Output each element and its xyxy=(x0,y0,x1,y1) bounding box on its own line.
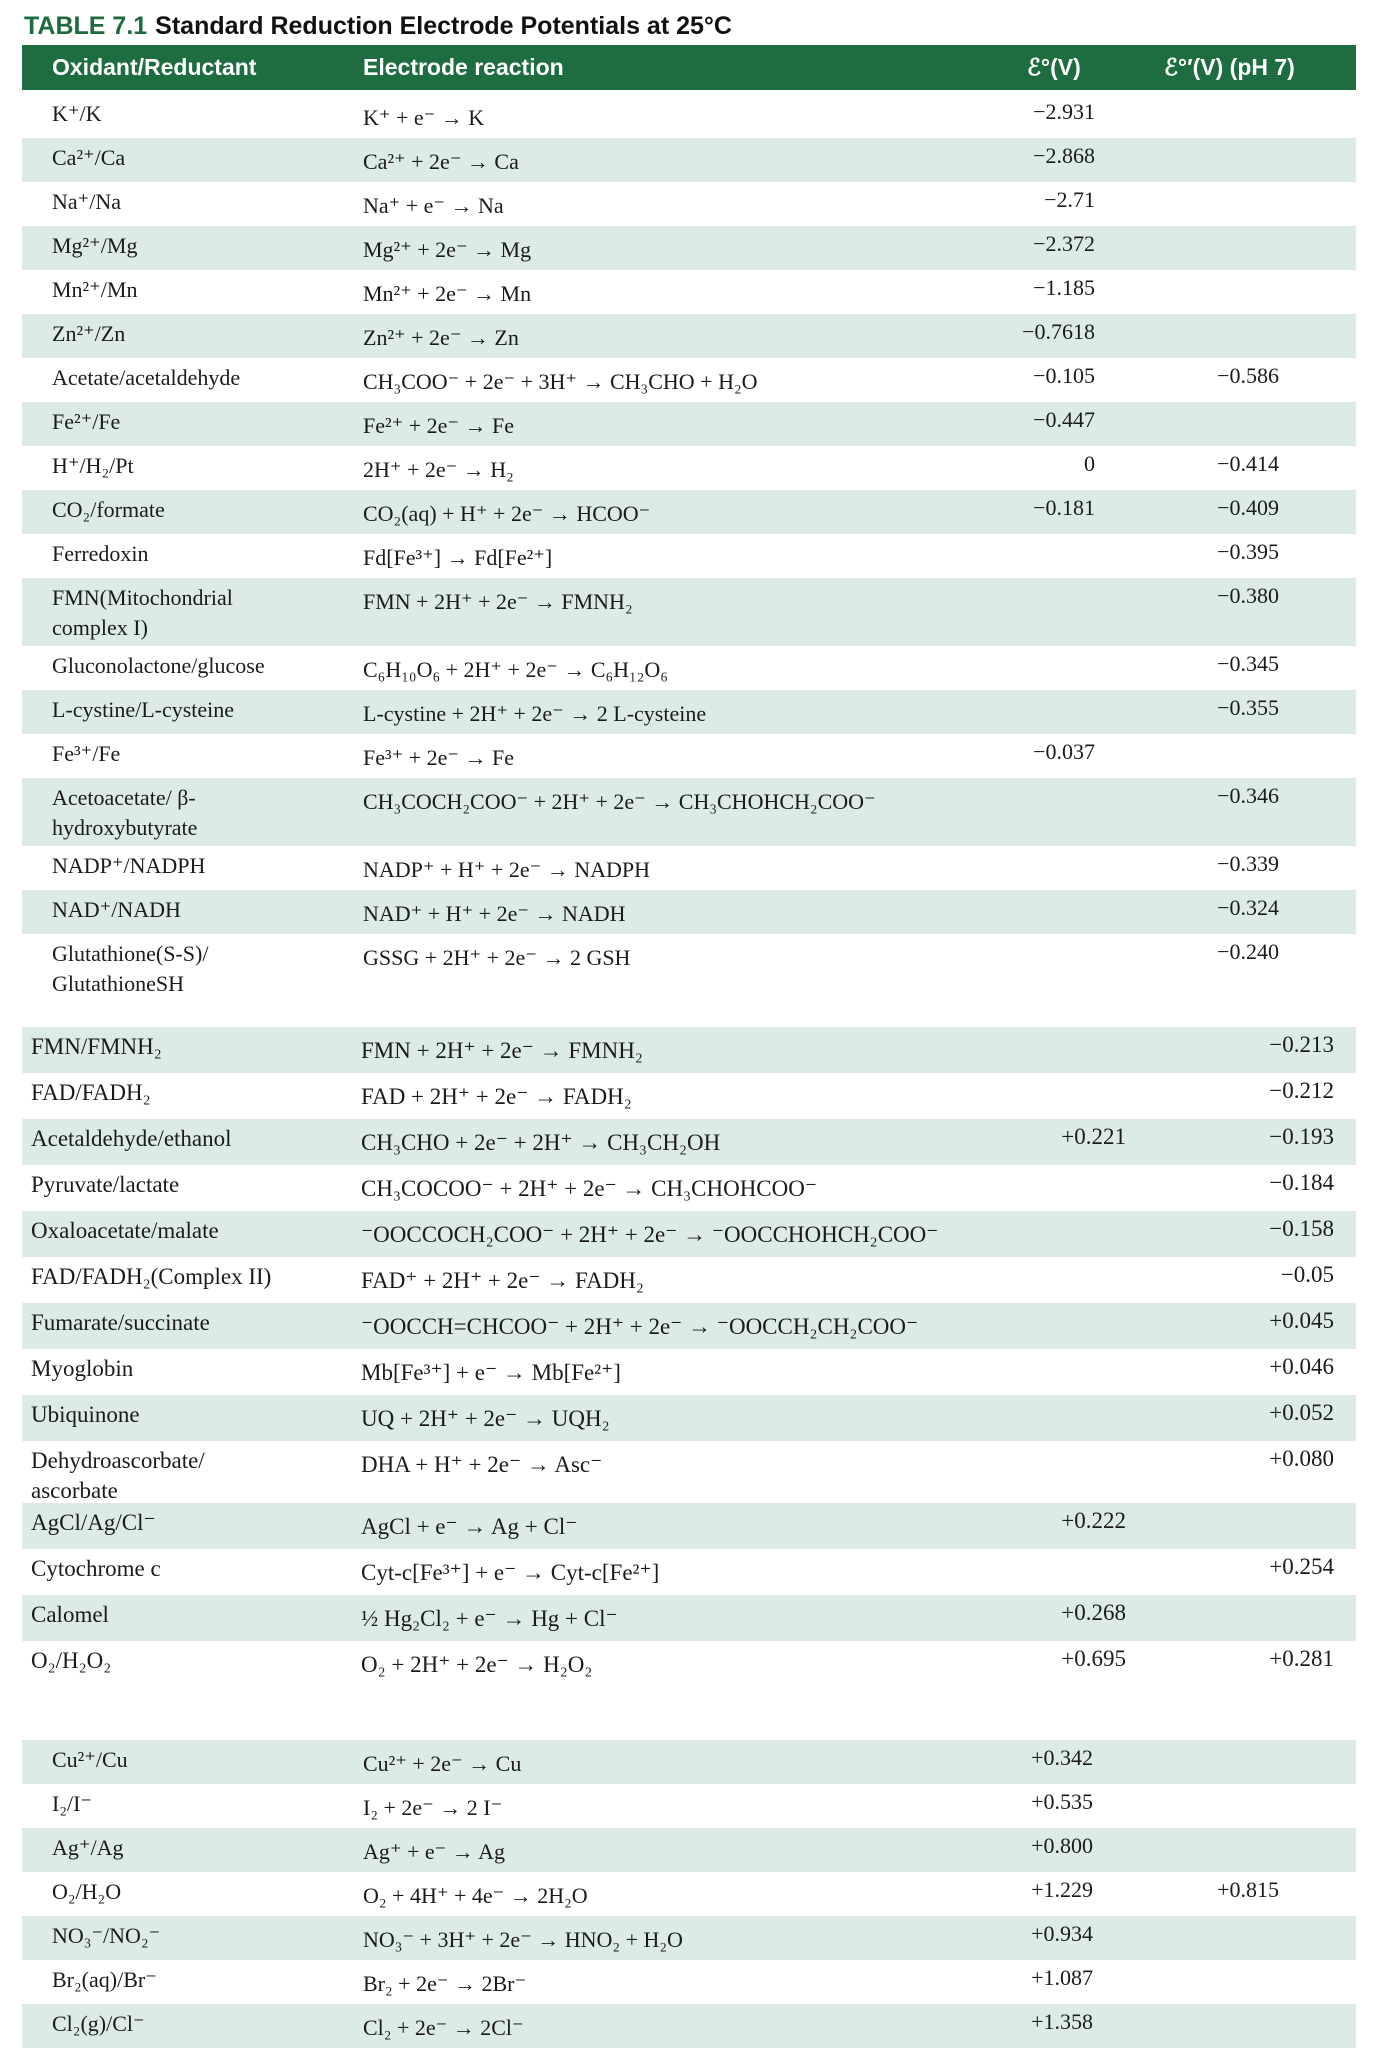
oxidant-cell: NO₃⁻/NO₂⁻ xyxy=(52,1923,161,1948)
oxidant-cell: Acetoacetate/ β-hydroxybutyrate xyxy=(52,785,198,840)
table-row xyxy=(22,1303,1356,1349)
standard-potential-cell: +0.800 xyxy=(1031,1833,1093,1858)
oxidant-cell: Acetaldehyde/ethanol xyxy=(31,1126,232,1151)
oxidant-cell: Acetate/acetaldehyde xyxy=(52,365,241,390)
standard-potential-cell: +1.087 xyxy=(1031,1965,1093,1990)
oxidant-cell: Gluconolactone/glucose xyxy=(52,653,265,678)
ph7-potential-cell: −0.586 xyxy=(1217,363,1279,388)
ph7-potential-cell: +0.045 xyxy=(1269,1308,1334,1333)
header-oxidant-reductant: Oxidant/Reductant xyxy=(52,54,257,80)
standard-potential-cell: −2.372 xyxy=(1033,231,1095,256)
oxidant-cell: Na⁺/Na xyxy=(52,189,122,214)
reaction-cell: CH₃COCOO⁻ + 2H⁺ + 2e⁻ → CH₃CHOHCOO⁻ xyxy=(361,1176,818,1201)
ph7-potential-cell: +0.046 xyxy=(1269,1354,1334,1379)
reaction-cell: Cyt-c[Fe³⁺] + e⁻ → Cyt-c[Fe²⁺] xyxy=(361,1560,660,1585)
standard-potential-cell: +1.358 xyxy=(1031,2009,1093,2034)
standard-potential-cell: +0.934 xyxy=(1031,1921,1093,1946)
standard-potential-cell: +1.229 xyxy=(1031,1877,1093,1902)
reaction-cell: CO₂(aq) + H⁺ + 2e⁻ → HCOO⁻ xyxy=(363,501,651,526)
oxidant-cell: Mn²⁺/Mn xyxy=(52,277,138,302)
table-row xyxy=(22,1119,1356,1165)
oxidant-cell: Myoglobin xyxy=(31,1356,134,1381)
table-section-2 xyxy=(22,1027,1356,1687)
table-row xyxy=(22,1784,1356,1828)
ph7-potential-cell: −0.213 xyxy=(1269,1032,1334,1057)
header-potential-ph7: ℰ°′(V) (pH 7) xyxy=(1164,54,1295,80)
oxidant-cell: Cu²⁺/Cu xyxy=(52,1747,128,1772)
oxidant-cell: L-cystine/L-cysteine xyxy=(52,697,235,722)
reaction-cell: O₂ + 4H⁺ + 4e⁻ → 2H₂O xyxy=(363,1883,588,1908)
oxidant-cell: K⁺/K xyxy=(52,101,102,126)
reaction-cell: Fd[Fe³⁺] → Fd[Fe²⁺] xyxy=(363,545,553,570)
table-row xyxy=(22,1503,1356,1549)
standard-potential-cell: −2.868 xyxy=(1033,143,1095,168)
oxidant-cell: I₂/I⁻ xyxy=(52,1791,93,1816)
standard-potential-cell: −0.447 xyxy=(1033,407,1095,432)
standard-potential-cell: +0.221 xyxy=(1061,1124,1126,1149)
reaction-cell: CH₃CHO + 2e⁻ + 2H⁺ → CH₃CH₂OH xyxy=(361,1130,721,1155)
reaction-cell: Cl₂ + 2e⁻ → 2Cl⁻ xyxy=(363,2015,524,2040)
table-row xyxy=(22,182,1356,226)
ph7-potential-cell: +0.281 xyxy=(1269,1646,1334,1671)
oxidant-cell: Br₂(aq)/Br⁻ xyxy=(52,1967,157,1992)
table-row xyxy=(22,846,1356,890)
table-row xyxy=(22,534,1356,578)
table-row xyxy=(22,1395,1356,1441)
ph7-potential-cell: −0.339 xyxy=(1217,851,1279,876)
reaction-cell: Fe²⁺ + 2e⁻ → Fe xyxy=(363,413,514,438)
reaction-cell: FAD⁺ + 2H⁺ + 2e⁻ → FADH₂ xyxy=(361,1268,644,1293)
ph7-potential-cell: −0.158 xyxy=(1269,1216,1334,1241)
table-section-3 xyxy=(22,1740,1356,2048)
table-row xyxy=(22,226,1356,270)
oxidant-cell: Ubiquinone xyxy=(31,1402,140,1427)
table-row xyxy=(22,734,1356,778)
reaction-cell: Mn²⁺ + 2e⁻ → Mn xyxy=(363,281,532,306)
reaction-cell: O₂ + 2H⁺ + 2e⁻ → H₂O₂ xyxy=(361,1652,593,1677)
table-row xyxy=(22,1165,1356,1211)
table-row xyxy=(22,270,1356,314)
ph7-potential-cell: −0.380 xyxy=(1217,583,1279,608)
table-row xyxy=(22,1027,1356,1073)
reaction-cell: CH₃COO⁻ + 2e⁻ + 3H⁺ → CH₃CHO + H₂O xyxy=(363,369,758,394)
reaction-cell: Ag⁺ + e⁻ → Ag xyxy=(363,1839,505,1864)
oxidant-cell: H⁺/H₂/Pt xyxy=(52,453,134,478)
table-row xyxy=(22,1916,1356,1960)
header-standard-potential: ℰ°(V) xyxy=(1027,54,1081,80)
table-row xyxy=(22,1073,1356,1119)
standard-potential-cell: −2.71 xyxy=(1044,187,1095,212)
reaction-cell: ⁻OOCCOCH₂COO⁻ + 2H⁺ + 2e⁻ → ⁻OOCCHOHCH₂COO⁻ xyxy=(361,1222,939,1247)
oxidant-cell: FMN(Mitochondrial complex I) xyxy=(52,585,233,640)
oxidant-cell: AgCl/Ag/Cl⁻ xyxy=(31,1510,156,1535)
standard-potential-cell: +0.535 xyxy=(1031,1789,1093,1814)
oxidant-cell: Ag⁺/Ag xyxy=(52,1835,124,1860)
table-row xyxy=(22,890,1356,934)
standard-potential-cell: 0 xyxy=(1084,451,1095,476)
reaction-cell: Na⁺ + e⁻ → Na xyxy=(363,193,504,218)
table-row xyxy=(22,1595,1356,1641)
oxidant-cell: FAD/FADH₂ xyxy=(31,1080,151,1105)
reaction-cell: Cu²⁺ + 2e⁻ → Cu xyxy=(363,1751,522,1776)
table-row xyxy=(22,358,1356,402)
reaction-cell: I₂ + 2e⁻ → 2 I⁻ xyxy=(363,1795,503,1820)
ph7-potential-cell: +0.080 xyxy=(1269,1446,1334,1471)
reaction-cell: Mb[Fe³⁺] + e⁻ → Mb[Fe²⁺] xyxy=(361,1360,621,1385)
reaction-cell: Fe³⁺ + 2e⁻ → Fe xyxy=(363,745,514,770)
reaction-cell: Ca²⁺ + 2e⁻ → Ca xyxy=(363,149,519,174)
oxidant-cell: Glutathione(S-S)/ GlutathioneSH xyxy=(52,941,209,996)
ph7-potential-cell: −0.240 xyxy=(1217,939,1279,964)
table-row xyxy=(22,1211,1356,1257)
ph7-potential-cell: +0.052 xyxy=(1269,1400,1334,1425)
ph7-potential-cell: −0.414 xyxy=(1217,451,1279,476)
table-row xyxy=(22,1641,1356,1687)
reaction-cell: FMN + 2H⁺ + 2e⁻ → FMNH₂ xyxy=(361,1038,643,1063)
oxidant-cell: Cytochrome c xyxy=(31,1556,161,1581)
ph7-potential-cell: −0.193 xyxy=(1269,1124,1334,1149)
oxidant-cell: Ferredoxin xyxy=(52,541,149,566)
ph7-potential-cell: +0.254 xyxy=(1269,1554,1334,1579)
oxidant-cell: Pyruvate/lactate xyxy=(31,1172,180,1197)
ph7-potential-cell: −0.05 xyxy=(1280,1262,1334,1287)
reaction-cell: Zn²⁺ + 2e⁻ → Zn xyxy=(363,325,519,350)
standard-potential-cell: −1.185 xyxy=(1033,275,1095,300)
reaction-cell: K⁺ + e⁻ → K xyxy=(363,105,485,130)
table-title xyxy=(24,8,732,44)
ph7-potential-cell: −0.355 xyxy=(1217,695,1279,720)
ph7-potential-cell: −0.184 xyxy=(1269,1170,1334,1195)
reaction-cell: FAD + 2H⁺ + 2e⁻ → FADH₂ xyxy=(361,1084,632,1109)
table-row xyxy=(22,778,1356,846)
oxidant-cell: Oxaloacetate/malate xyxy=(31,1218,219,1243)
ph7-potential-cell: −0.324 xyxy=(1217,895,1279,920)
oxidant-cell: Dehydroascorbate/ ascorbate xyxy=(31,1448,205,1503)
oxidant-cell: Fe²⁺/Fe xyxy=(52,409,121,434)
reaction-cell: Br₂ + 2e⁻ → 2Br⁻ xyxy=(363,1971,527,1996)
reaction-cell: CH₃COCH₂COO⁻ + 2H⁺ + 2e⁻ → CH₃CHOHCH₂COO⁻ xyxy=(363,789,876,814)
table-row xyxy=(22,490,1356,534)
oxidant-cell: Cl₂(g)/Cl⁻ xyxy=(52,2011,145,2036)
table-header xyxy=(22,45,1356,90)
table-row xyxy=(22,138,1356,182)
table-row xyxy=(22,2004,1356,2048)
oxidant-cell: Zn²⁺/Zn xyxy=(52,321,126,346)
ph7-potential-cell: +0.815 xyxy=(1217,1877,1279,1902)
ph7-potential-cell: −0.409 xyxy=(1217,495,1279,520)
reaction-cell: DHA + H⁺ + 2e⁻ → Asc⁻ xyxy=(361,1452,603,1477)
table-row xyxy=(22,934,1356,1004)
reaction-cell: ½ Hg₂Cl₂ + e⁻ → Hg + Cl⁻ xyxy=(361,1606,618,1631)
table-number: TABLE 7.1 xyxy=(24,12,148,40)
reaction-cell: GSSG + 2H⁺ + 2e⁻ → 2 GSH xyxy=(363,945,631,970)
table-row xyxy=(22,1960,1356,2004)
ph7-potential-cell: −0.346 xyxy=(1217,783,1279,808)
reaction-cell: ⁻OOCCH=CHCOO⁻ + 2H⁺ + 2e⁻ → ⁻OOCCH₂CH₂COO⁻ xyxy=(361,1314,919,1339)
standard-potential-cell: +0.222 xyxy=(1061,1508,1126,1533)
reaction-cell: 2H⁺ + 2e⁻ → H₂ xyxy=(363,457,514,482)
reaction-cell: FMN + 2H⁺ + 2e⁻ → FMNH₂ xyxy=(363,589,633,614)
table-row xyxy=(22,402,1356,446)
oxidant-cell: O₂/H₂O₂ xyxy=(31,1648,112,1673)
table-row xyxy=(22,1549,1356,1595)
reaction-cell: UQ + 2H⁺ + 2e⁻ → UQH₂ xyxy=(361,1406,610,1431)
reaction-cell: AgCl + e⁻ → Ag + Cl⁻ xyxy=(361,1514,578,1539)
ph7-potential-cell: −0.345 xyxy=(1217,651,1279,676)
ph7-potential-cell: −0.212 xyxy=(1269,1078,1334,1103)
table-section-1 xyxy=(22,94,1356,1004)
oxidant-cell: FMN/FMNH₂ xyxy=(31,1034,162,1059)
table-row xyxy=(22,94,1356,138)
table-row xyxy=(22,1349,1356,1395)
table-row xyxy=(22,314,1356,358)
table-row xyxy=(22,1257,1356,1303)
reaction-cell: NAD⁺ + H⁺ + 2e⁻ → NADH xyxy=(363,901,626,926)
ph7-potential-cell: −0.395 xyxy=(1217,539,1279,564)
reaction-cell: C₆H₁₀O₆ + 2H⁺ + 2e⁻ → C₆H₁₂O₆ xyxy=(363,657,668,682)
oxidant-cell: Calomel xyxy=(31,1602,109,1627)
reaction-cell: Mg²⁺ + 2e⁻ → Mg xyxy=(363,237,532,262)
table-row xyxy=(22,1740,1356,1784)
standard-potential-cell: +0.268 xyxy=(1061,1600,1126,1625)
table-row xyxy=(22,446,1356,490)
oxidant-cell: Fe³⁺/Fe xyxy=(52,741,121,766)
standard-potential-cell: −0.7618 xyxy=(1022,319,1095,344)
oxidant-cell: Mg²⁺/Mg xyxy=(52,233,138,258)
table-row xyxy=(22,578,1356,646)
reaction-cell: NO₃⁻ + 3H⁺ + 2e⁻ → HNO₂ + H₂O xyxy=(363,1927,683,1952)
table-row xyxy=(22,690,1356,734)
reaction-cell: L-cystine + 2H⁺ + 2e⁻ → 2 L-cysteine xyxy=(363,701,707,726)
oxidant-cell: Fumarate/succinate xyxy=(31,1310,210,1335)
table-row xyxy=(22,1828,1356,1872)
table-row xyxy=(22,646,1356,690)
oxidant-cell: Ca²⁺/Ca xyxy=(52,145,126,170)
standard-potential-cell: −0.037 xyxy=(1033,739,1095,764)
standard-potential-cell: +0.342 xyxy=(1031,1745,1093,1770)
standard-potential-cell: −0.181 xyxy=(1033,495,1095,520)
table-row xyxy=(22,1441,1356,1503)
oxidant-cell: O₂/H₂O xyxy=(52,1879,122,1904)
standard-potential-cell: +0.695 xyxy=(1061,1646,1126,1671)
oxidant-cell: CO₂/formate xyxy=(52,497,165,522)
table-caption: Standard Reduction Electrode Potentials at 25°C xyxy=(155,12,732,40)
standard-potential-cell: −0.105 xyxy=(1033,363,1095,388)
header-electrode-reaction: Electrode reaction xyxy=(363,54,564,80)
oxidant-cell: NAD⁺/NADH xyxy=(52,897,181,922)
standard-potential-cell: −2.931 xyxy=(1033,99,1095,124)
table-row xyxy=(22,1872,1356,1916)
reaction-cell: NADP⁺ + H⁺ + 2e⁻ → NADPH xyxy=(363,857,650,882)
oxidant-cell: FAD/FADH₂(Complex II) xyxy=(31,1264,272,1289)
oxidant-cell: NADP⁺/NADPH xyxy=(52,853,206,878)
